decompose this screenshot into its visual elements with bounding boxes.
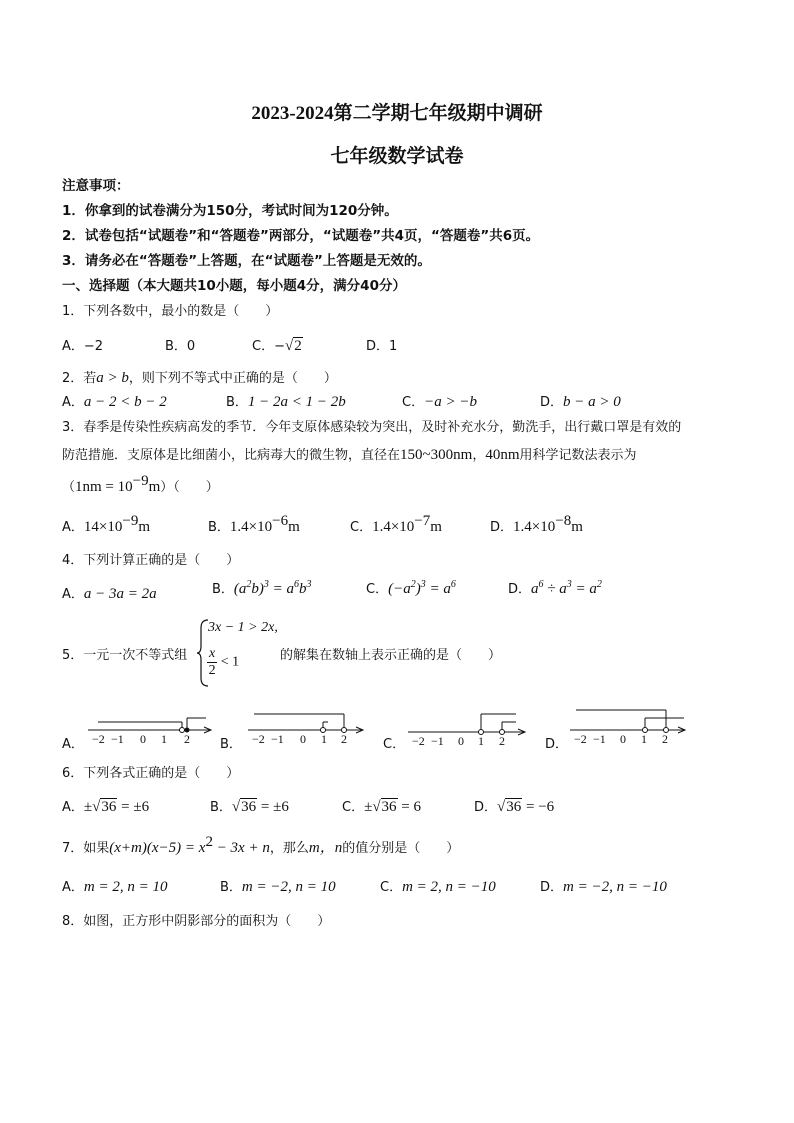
exam-subtitle: 七年级数学试卷 bbox=[330, 146, 464, 167]
note-item-2: 2．试卷包括“试题卷”和“答题卷”两部分，“试题卷”共4页，“答题卷”共6页。 bbox=[62, 228, 540, 244]
q5-option-b-numberline[interactable] bbox=[246, 710, 370, 746]
svg-text:2: 2 bbox=[184, 732, 190, 746]
q6-option-b: B．√36 = ±6 bbox=[210, 799, 289, 815]
svg-text:0: 0 bbox=[620, 732, 626, 746]
exam-title: 2023-2024第二学期七年级期中调研 bbox=[251, 103, 543, 124]
note-item-1: 1．你拿到的试卷满分为150分，考试时间为120分钟。 bbox=[62, 203, 398, 219]
svg-text:2: 2 bbox=[662, 732, 668, 746]
q2-stem: 2．若a > b，则下列不等式中正确的是（ ） bbox=[62, 370, 337, 386]
q5-option-a-numberline[interactable] bbox=[86, 712, 216, 746]
q5-stem-pre: 5．一元一次不等式组 bbox=[62, 648, 188, 663]
q5-option-c-label: C． bbox=[383, 737, 406, 752]
q6-option-a: A．±√36 = ±6 bbox=[62, 799, 150, 815]
q3-option-d: D．$1.4\times 10^{-8}m$ bbox=[490, 513, 583, 535]
notes-heading: 注意事项： bbox=[62, 178, 130, 194]
svg-text:−2: −2 bbox=[92, 732, 105, 746]
q4-stem: 4．下列计算正确的是（ ） bbox=[62, 553, 240, 568]
q4-option-c: C．$(-a^2)^3 = a^6$ bbox=[366, 579, 456, 597]
svg-text:−1: −1 bbox=[271, 732, 284, 746]
q5-option-d-numberline[interactable] bbox=[568, 706, 692, 746]
svg-text:−2: −2 bbox=[412, 734, 425, 746]
q3-option-b: B．$1.4\times 10^{-6}m$ bbox=[208, 513, 300, 535]
q1-option-c: C．−√2 bbox=[252, 338, 302, 354]
q2-option-d: D．b − a > 0 bbox=[540, 394, 621, 410]
q1-option-d: D．1 bbox=[366, 339, 398, 354]
svg-text:1: 1 bbox=[161, 732, 167, 746]
q6-stem: 6．下列各式正确的是（ ） bbox=[62, 766, 240, 781]
q7-option-d: D．m = −2, n = −10 bbox=[540, 879, 667, 895]
q7-option-a: A．m = 2, n = 10 bbox=[62, 879, 168, 895]
q8-stem: 8．如图，正方形中阴影部分的面积为（ ） bbox=[62, 914, 331, 929]
svg-text:1: 1 bbox=[478, 734, 484, 746]
svg-text:2: 2 bbox=[499, 734, 505, 746]
q5-stem-post: 的解集在数轴上表示正确的是（ ） bbox=[280, 648, 502, 663]
q5-option-c-numberline[interactable] bbox=[406, 710, 532, 746]
q4-option-d: D．$a^6 \div a^3 = a^2$ bbox=[508, 579, 602, 597]
svg-text:0: 0 bbox=[300, 732, 306, 746]
q7-option-c: C．m = 2, n = −10 bbox=[380, 879, 496, 895]
q3-line-3: $(1nm = 10^{-9}m)$（ ） bbox=[62, 473, 219, 495]
q3-option-c: C．$1.4\times 10^{-7}m$ bbox=[350, 513, 442, 535]
q5-option-b-label: B． bbox=[220, 737, 242, 752]
q1-stem: 1．下列各数中，最小的数是（ ） bbox=[62, 304, 279, 319]
q3-line-1: 3．春季是传染性疾病高发的季节．今年支原体感染较为突出，及时补充水分，勤洗手，出行戴口罩是有效的 bbox=[62, 420, 682, 435]
q1-option-a: A．−2 bbox=[62, 339, 104, 354]
svg-text:−1: −1 bbox=[431, 734, 444, 746]
q3-line-2: 防范措施．支原体是比细菌小，比病毒大的微生物，直径在150~300nm，40nm用科学记数法表示为 bbox=[62, 447, 637, 463]
svg-text:−2: −2 bbox=[574, 732, 587, 746]
note-item-3: 3．请务必在“答题卷”上答题，在“试题卷”上答题是无效的。 bbox=[62, 253, 431, 269]
svg-text:0: 0 bbox=[140, 732, 146, 746]
svg-text:0: 0 bbox=[458, 734, 464, 746]
q3-option-a: A．$14\times 10^{-9}m$ bbox=[62, 513, 151, 535]
svg-text:1: 1 bbox=[321, 732, 327, 746]
svg-text:−1: −1 bbox=[111, 732, 124, 746]
q7-stem: 7．如果$(x+m)(x-5) = x^2 - 3x + n$，那么m，n的值分别是（ ） bbox=[62, 834, 460, 856]
q7-option-b: B．m = −2, n = 10 bbox=[220, 879, 336, 895]
q5-equation-1: 3x − 1 > 2x, bbox=[208, 620, 278, 635]
q4-option-b: B．$(a^2b)^3 = a^6b^3$ bbox=[212, 579, 312, 597]
q2-option-c: C．−a > −b bbox=[402, 394, 477, 410]
q4-option-a: A．a − 3a = 2a bbox=[62, 586, 157, 602]
q5-option-d-label: D． bbox=[545, 737, 569, 752]
svg-text:2: 2 bbox=[341, 732, 347, 746]
q2-option-a: A．a − 2 < b − 2 bbox=[62, 394, 167, 410]
q6-option-d: D．√36 = −6 bbox=[474, 799, 555, 815]
q1-option-b: B．0 bbox=[165, 339, 196, 354]
q5-option-a-label: A． bbox=[62, 737, 84, 752]
q5-equation-2: $\frac{x}{2}$ < 1 bbox=[208, 646, 240, 678]
section-heading: 一、选择题（本大题共10小题，每小题4分，满分40分） bbox=[62, 278, 406, 294]
svg-text:−2: −2 bbox=[252, 732, 265, 746]
q6-option-c: C．±√36 = 6 bbox=[342, 799, 422, 815]
q2-option-b: B．1 − 2a < 1 − 2b bbox=[226, 394, 346, 410]
svg-text:−1: −1 bbox=[593, 732, 606, 746]
svg-text:1: 1 bbox=[641, 732, 647, 746]
